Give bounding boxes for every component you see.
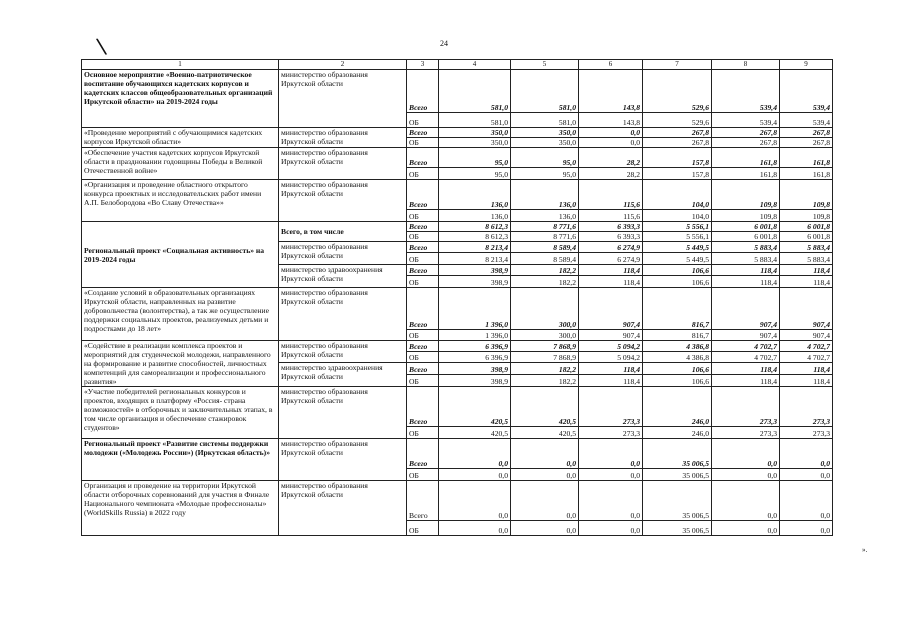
source-label: ОБ bbox=[407, 138, 439, 148]
value-cell: 4 702,7 bbox=[712, 352, 780, 363]
value-cell: 109,8 bbox=[780, 180, 833, 210]
value-cell: 350,0 bbox=[511, 128, 579, 138]
value-cell: 8 612,3 bbox=[439, 232, 511, 242]
col-header: 1 bbox=[82, 60, 279, 70]
value-cell: 581,0 bbox=[511, 70, 579, 113]
table-row bbox=[82, 387, 833, 427]
activity-description: «Организация и проведение областного открытого конкурса проектных и исследовательских работ имени А.П. Белобородова «Во Славу Отечества»» bbox=[82, 180, 279, 222]
value-cell: 5 883,4 bbox=[780, 253, 833, 265]
source-label: Всего bbox=[407, 288, 439, 330]
source-label: ОБ bbox=[407, 168, 439, 180]
closing-quote-mark: ». bbox=[862, 546, 868, 554]
activity-description: Организация и проведение на территории Иркутской области отборочных соревнований для участия в Финале Национального чемпионата «Молодые профессионалы» (WorldSkills Russia) в 2022 году bbox=[82, 481, 279, 536]
source-label: ОБ bbox=[407, 113, 439, 128]
value-cell: 136,0 bbox=[439, 210, 511, 222]
value-cell: 398,9 bbox=[439, 363, 511, 375]
value-cell: 350,0 bbox=[439, 138, 511, 148]
value-cell: 118,4 bbox=[712, 265, 780, 276]
value-cell: 8 213,4 bbox=[439, 242, 511, 253]
table-row bbox=[82, 148, 833, 168]
value-cell: 106,6 bbox=[643, 363, 712, 375]
table-row bbox=[82, 70, 833, 113]
value-cell: 539,4 bbox=[780, 113, 833, 128]
value-cell: 6 274,9 bbox=[579, 242, 643, 253]
value-cell: 420,5 bbox=[511, 427, 579, 439]
source-label: Всего bbox=[407, 439, 439, 469]
responsible-executor: министерство образования Иркутской области bbox=[279, 439, 407, 481]
value-cell: 161,8 bbox=[712, 148, 780, 168]
value-cell: 136,0 bbox=[511, 180, 579, 210]
value-cell: 907,4 bbox=[579, 330, 643, 341]
value-cell: 118,4 bbox=[780, 265, 833, 276]
value-cell: 273,3 bbox=[712, 387, 780, 427]
value-cell: 0,0 bbox=[780, 481, 833, 521]
value-cell: 7 868,9 bbox=[511, 352, 579, 363]
responsible-executor: министерство образования Иркутской области bbox=[279, 180, 407, 222]
value-cell: 6 001,8 bbox=[712, 232, 780, 242]
value-cell: 28,2 bbox=[579, 168, 643, 180]
value-cell: 267,8 bbox=[780, 138, 833, 148]
value-cell: 267,8 bbox=[643, 138, 712, 148]
value-cell: 273,3 bbox=[712, 427, 780, 439]
value-cell: 6 396,9 bbox=[439, 341, 511, 352]
col-header: 9 bbox=[780, 60, 833, 70]
value-cell: 8 771,6 bbox=[511, 232, 579, 242]
project-title: Региональный проект «Развитие системы поддержки молодежи («Молодежь России») (Иркутская область)» bbox=[82, 439, 279, 481]
activity-description: «Содействие в реализации комплекса проектов и мероприятий для студенческой молодежи, направленного на формирование и развитие способностей, личностных компетенций для самореализации и профессионального развития» bbox=[82, 341, 279, 387]
value-cell: 0,0 bbox=[439, 439, 511, 469]
value-cell: 267,8 bbox=[780, 128, 833, 138]
value-cell: 118,4 bbox=[712, 375, 780, 387]
value-cell: 907,4 bbox=[780, 330, 833, 341]
value-cell: 300,0 bbox=[511, 288, 579, 330]
value-cell: 581,0 bbox=[511, 113, 579, 128]
table-row bbox=[82, 222, 833, 232]
value-cell: 273,3 bbox=[579, 387, 643, 427]
table-row bbox=[82, 439, 833, 469]
handwritten-mark: \ bbox=[94, 31, 109, 62]
value-cell: 420,5 bbox=[439, 387, 511, 427]
source-label: Всего bbox=[407, 265, 439, 276]
value-cell: 5 449,5 bbox=[643, 253, 712, 265]
project-title: Региональный проект «Социальная активность» на 2019-2024 годы bbox=[82, 222, 279, 288]
source-label: ОБ bbox=[407, 521, 439, 536]
col-header: 7 bbox=[643, 60, 712, 70]
value-cell: 539,4 bbox=[712, 113, 780, 128]
value-cell: 0,0 bbox=[780, 439, 833, 469]
source-label: Всего bbox=[407, 70, 439, 113]
value-cell: 161,8 bbox=[780, 148, 833, 168]
value-cell: 350,0 bbox=[511, 138, 579, 148]
value-cell: 4 702,7 bbox=[780, 341, 833, 352]
activity-description: «Обеспечение участия кадетских корпусов Иркутской области в праздновании годовщины Победы в Великой Отечественной войне» bbox=[82, 148, 279, 180]
activity-description: «Участие победителей региональных конкурсов и проектов, входящих в платформу «Россия- страна возможностей» в отборочных и заключительных этапах, в том числе организация и обеспечение стажировок студентов» bbox=[82, 387, 279, 439]
value-cell: 8 589,4 bbox=[511, 242, 579, 253]
table-row bbox=[82, 288, 833, 330]
value-cell: 907,4 bbox=[712, 330, 780, 341]
col-header: 8 bbox=[712, 60, 780, 70]
value-cell: 182,2 bbox=[511, 276, 579, 288]
value-cell: 0,0 bbox=[712, 439, 780, 469]
value-cell: 35 006,5 bbox=[643, 481, 712, 521]
value-cell: 6 396,9 bbox=[439, 352, 511, 363]
value-cell: 106,6 bbox=[643, 265, 712, 276]
source-label: ОБ bbox=[407, 469, 439, 481]
col-header: 3 bbox=[407, 60, 439, 70]
value-cell: 118,4 bbox=[780, 375, 833, 387]
value-cell: 816,7 bbox=[643, 288, 712, 330]
value-cell: 300,0 bbox=[511, 330, 579, 341]
value-cell: 109,8 bbox=[712, 210, 780, 222]
table-row bbox=[82, 128, 833, 138]
value-cell: 907,4 bbox=[712, 288, 780, 330]
value-cell: 5 883,4 bbox=[780, 242, 833, 253]
total-label: Всего, в том числе bbox=[279, 222, 407, 242]
value-cell: 529,6 bbox=[643, 70, 712, 113]
value-cell: 95,0 bbox=[439, 168, 511, 180]
value-cell: 95,0 bbox=[439, 148, 511, 168]
value-cell: 0,0 bbox=[511, 521, 579, 536]
source-label: Всего bbox=[407, 222, 439, 232]
value-cell: 398,9 bbox=[439, 265, 511, 276]
value-cell: 136,0 bbox=[511, 210, 579, 222]
value-cell: 0,0 bbox=[579, 128, 643, 138]
value-cell: 5 883,4 bbox=[712, 253, 780, 265]
header-row bbox=[82, 60, 833, 70]
value-cell: 143,8 bbox=[579, 70, 643, 113]
value-cell: 0,0 bbox=[511, 439, 579, 469]
value-cell: 907,4 bbox=[579, 288, 643, 330]
value-cell: 6 001,8 bbox=[712, 222, 780, 232]
value-cell: 6 393,3 bbox=[579, 232, 643, 242]
value-cell: 398,9 bbox=[439, 375, 511, 387]
value-cell: 0,0 bbox=[439, 469, 511, 481]
value-cell: 4 386,8 bbox=[643, 352, 712, 363]
value-cell: 161,8 bbox=[712, 168, 780, 180]
source-label: ОБ bbox=[407, 375, 439, 387]
value-cell: 35 006,5 bbox=[643, 469, 712, 481]
source-label: Всего bbox=[407, 481, 439, 521]
value-cell: 7 868,9 bbox=[511, 341, 579, 352]
source-label: Всего bbox=[407, 341, 439, 352]
value-cell: 106,6 bbox=[643, 375, 712, 387]
value-cell: 5 449,5 bbox=[643, 242, 712, 253]
value-cell: 8 771,6 bbox=[511, 222, 579, 232]
value-cell: 118,4 bbox=[579, 276, 643, 288]
responsible-executor: министерство образования Иркутской области bbox=[279, 288, 407, 341]
value-cell: 907,4 bbox=[780, 288, 833, 330]
value-cell: 118,4 bbox=[579, 375, 643, 387]
value-cell: 35 006,5 bbox=[643, 521, 712, 536]
value-cell: 267,8 bbox=[712, 138, 780, 148]
col-header: 2 bbox=[279, 60, 407, 70]
source-label: Всего bbox=[407, 180, 439, 210]
col-header: 4 bbox=[439, 60, 511, 70]
source-label: ОБ bbox=[407, 232, 439, 242]
responsible-executor: министерство образования Иркутской области bbox=[279, 341, 407, 363]
value-cell: 8 589,4 bbox=[511, 253, 579, 265]
source-label: ОБ bbox=[407, 352, 439, 363]
responsible-executor: министерство здравоохранения Иркутской области bbox=[279, 363, 407, 387]
value-cell: 5 556,1 bbox=[643, 232, 712, 242]
value-cell: 0,0 bbox=[780, 469, 833, 481]
value-cell: 5 094,2 bbox=[579, 341, 643, 352]
value-cell: 0,0 bbox=[579, 521, 643, 536]
source-label: ОБ bbox=[407, 427, 439, 439]
source-label: Всего bbox=[407, 148, 439, 168]
responsible-executor: министерство образования Иркутской области bbox=[279, 242, 407, 265]
value-cell: 115,6 bbox=[579, 210, 643, 222]
value-cell: 5 556,1 bbox=[643, 222, 712, 232]
value-cell: 118,4 bbox=[712, 363, 780, 375]
value-cell: 816,7 bbox=[643, 330, 712, 341]
value-cell: 246,0 bbox=[643, 427, 712, 439]
value-cell: 118,4 bbox=[579, 363, 643, 375]
value-cell: 157,8 bbox=[643, 168, 712, 180]
value-cell: 95,0 bbox=[511, 148, 579, 168]
value-cell: 273,3 bbox=[579, 427, 643, 439]
value-cell: 5 883,4 bbox=[712, 242, 780, 253]
source-label: Всего bbox=[407, 387, 439, 427]
value-cell: 398,9 bbox=[439, 276, 511, 288]
value-cell: 581,0 bbox=[439, 70, 511, 113]
value-cell: 104,0 bbox=[643, 210, 712, 222]
value-cell: 118,4 bbox=[579, 265, 643, 276]
value-cell: 6 393,3 bbox=[579, 222, 643, 232]
value-cell: 6 001,8 bbox=[780, 232, 833, 242]
table-row bbox=[82, 180, 833, 210]
table-row bbox=[82, 481, 833, 521]
value-cell: 539,4 bbox=[780, 70, 833, 113]
value-cell: 0,0 bbox=[579, 469, 643, 481]
value-cell: 0,0 bbox=[780, 521, 833, 536]
value-cell: 5 094,2 bbox=[579, 352, 643, 363]
value-cell: 581,0 bbox=[439, 113, 511, 128]
page-number: 24 bbox=[440, 39, 448, 48]
responsible-executor: министерство образования Иркутской области bbox=[279, 387, 407, 439]
value-cell: 0,0 bbox=[712, 521, 780, 536]
source-label: Всего bbox=[407, 128, 439, 138]
source-label: Всего bbox=[407, 242, 439, 253]
value-cell: 4 702,7 bbox=[712, 341, 780, 352]
value-cell: 104,0 bbox=[643, 180, 712, 210]
value-cell: 109,8 bbox=[712, 180, 780, 210]
value-cell: 273,3 bbox=[780, 387, 833, 427]
value-cell: 8 213,4 bbox=[439, 253, 511, 265]
value-cell: 157,8 bbox=[643, 148, 712, 168]
source-label: ОБ bbox=[407, 276, 439, 288]
value-cell: 6 274,9 bbox=[579, 253, 643, 265]
value-cell: 161,8 bbox=[780, 168, 833, 180]
responsible-executor: министерство образования Иркутской области bbox=[279, 70, 407, 128]
value-cell: 0,0 bbox=[712, 469, 780, 481]
value-cell: 115,6 bbox=[579, 180, 643, 210]
col-header: 5 bbox=[511, 60, 579, 70]
value-cell: 106,6 bbox=[643, 276, 712, 288]
value-cell: 1 396,0 bbox=[439, 288, 511, 330]
value-cell: 118,4 bbox=[712, 276, 780, 288]
value-cell: 182,2 bbox=[511, 265, 579, 276]
value-cell: 109,8 bbox=[780, 210, 833, 222]
activity-description: Основное мероприятие «Военно-патриотическое воспитание обучающихся кадетских корпусов и кадетских классов общеобразовательных организаций Иркутской области» на 2019-2024 годы bbox=[82, 70, 279, 128]
value-cell: 0,0 bbox=[439, 481, 511, 521]
source-label: ОБ bbox=[407, 210, 439, 222]
source-label: ОБ bbox=[407, 330, 439, 341]
value-cell: 0,0 bbox=[439, 521, 511, 536]
value-cell: 118,4 bbox=[780, 276, 833, 288]
value-cell: 95,0 bbox=[511, 168, 579, 180]
value-cell: 0,0 bbox=[579, 138, 643, 148]
value-cell: 8 612,3 bbox=[439, 222, 511, 232]
value-cell: 182,2 bbox=[511, 363, 579, 375]
value-cell: 136,0 bbox=[439, 180, 511, 210]
value-cell: 350,0 bbox=[439, 128, 511, 138]
responsible-executor: министерство образования Иркутской области bbox=[279, 481, 407, 536]
value-cell: 4 386,8 bbox=[643, 341, 712, 352]
responsible-executor: министерство образования Иркутской области bbox=[279, 148, 407, 180]
value-cell: 35 006,5 bbox=[643, 439, 712, 469]
table-row bbox=[82, 341, 833, 352]
budget-table bbox=[81, 59, 833, 536]
value-cell: 0,0 bbox=[579, 439, 643, 469]
value-cell: 4 702,7 bbox=[780, 352, 833, 363]
value-cell: 267,8 bbox=[643, 128, 712, 138]
value-cell: 529,6 bbox=[643, 113, 712, 128]
col-header: 6 bbox=[579, 60, 643, 70]
source-label: ОБ bbox=[407, 253, 439, 265]
value-cell: 118,4 bbox=[780, 363, 833, 375]
value-cell: 267,8 bbox=[712, 128, 780, 138]
value-cell: 273,3 bbox=[780, 427, 833, 439]
responsible-executor: министерство образования Иркутской области bbox=[279, 128, 407, 148]
value-cell: 246,0 bbox=[643, 387, 712, 427]
value-cell: 6 001,8 bbox=[780, 222, 833, 232]
source-label: Всего bbox=[407, 363, 439, 375]
value-cell: 0,0 bbox=[579, 481, 643, 521]
value-cell: 420,5 bbox=[511, 387, 579, 427]
value-cell: 28,2 bbox=[579, 148, 643, 168]
activity-description: «Создание условий в образовательных организациях Иркутской области, направленных на развитие добровольчества (волонтерства), а так же осуществление поддержки социальных проектов, реализуемых детьми и подростками до 18 лет» bbox=[82, 288, 279, 341]
value-cell: 1 396,0 bbox=[439, 330, 511, 341]
responsible-executor: министерство здравоохранения Иркутской области bbox=[279, 265, 407, 288]
value-cell: 0,0 bbox=[712, 481, 780, 521]
value-cell: 0,0 bbox=[511, 469, 579, 481]
value-cell: 143,8 bbox=[579, 113, 643, 128]
value-cell: 539,4 bbox=[712, 70, 780, 113]
value-cell: 0,0 bbox=[511, 481, 579, 521]
value-cell: 182,2 bbox=[511, 375, 579, 387]
value-cell: 420,5 bbox=[439, 427, 511, 439]
activity-description: «Проведение мероприятий с обучающимися кадетских корпусов Иркутской области» bbox=[82, 128, 279, 148]
